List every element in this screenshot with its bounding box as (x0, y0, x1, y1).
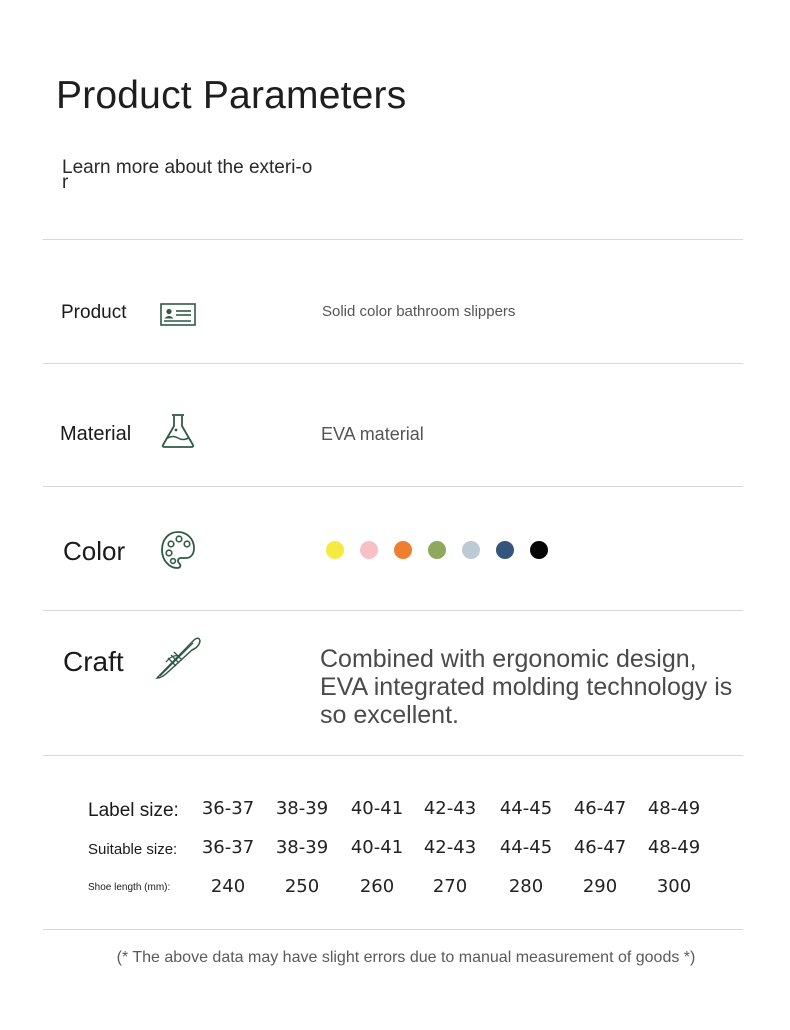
divider (43, 610, 743, 611)
color-swatch-yellow[interactable] (326, 541, 344, 559)
product-value: Solid color bathroom slippers (322, 303, 516, 320)
color-swatches (326, 541, 548, 559)
size-cell: 270 (432, 876, 468, 897)
size-cell: 42-43 (423, 837, 477, 858)
divider (43, 486, 743, 487)
color-label: Color (63, 536, 126, 566)
size-cell: 44-45 (499, 837, 553, 858)
craft-label: Craft (63, 646, 124, 677)
divider (43, 929, 743, 930)
size-cell: 46-47 (573, 837, 627, 858)
divider (43, 755, 743, 756)
divider (43, 363, 743, 364)
size-cell: 40-41 (350, 798, 404, 819)
size-cell: 240 (210, 876, 246, 897)
size-cell: 44-45 (499, 798, 553, 819)
color-swatch-orange[interactable] (394, 541, 412, 559)
color-swatch-pink[interactable] (360, 541, 378, 559)
material-label: Material (60, 423, 132, 445)
size-cell: 36-37 (201, 837, 255, 858)
color-swatch-light-blue[interactable] (462, 541, 480, 559)
size-cell: 38-39 (275, 837, 329, 858)
footnote: (* The above data may have slight errors due to manual measurement of goods *) (116, 949, 696, 966)
color-swatch-green[interactable] (428, 541, 446, 559)
size-cell: 48-49 (647, 798, 701, 819)
divider (43, 239, 743, 240)
craft-value: Combined with ergonomic design, EVA integrated molding technology is so excellent. (320, 645, 733, 729)
page-subtitle: Learn more about the exteri-or (62, 157, 313, 193)
size-cell: 46-47 (573, 798, 627, 819)
size-cell: 300 (656, 876, 692, 897)
material-value: EVA material (321, 424, 424, 444)
size-cell: 42-43 (423, 798, 477, 819)
size-cell: 250 (284, 876, 320, 897)
page-title: Product Parameters (56, 74, 407, 117)
suitable-size-label: Suitable size: (88, 841, 178, 858)
slipper-icon (154, 634, 202, 687)
color-swatch-black[interactable] (530, 541, 548, 559)
product-label: Product (61, 302, 127, 323)
palette-icon (160, 530, 196, 575)
size-cell: 36-37 (201, 798, 255, 819)
flask-icon (160, 413, 196, 454)
color-swatch-navy[interactable] (496, 541, 514, 559)
size-cell: 40-41 (350, 837, 404, 858)
size-cell: 38-39 (275, 798, 329, 819)
shoe-length-label: Shoe length (mm): (88, 882, 171, 893)
size-cell: 280 (508, 876, 544, 897)
label-size-label: Label size: (88, 800, 179, 821)
size-cell: 48-49 (647, 837, 701, 858)
size-cell: 290 (582, 876, 618, 897)
size-cell: 260 (359, 876, 395, 897)
id-card-icon (160, 303, 196, 331)
